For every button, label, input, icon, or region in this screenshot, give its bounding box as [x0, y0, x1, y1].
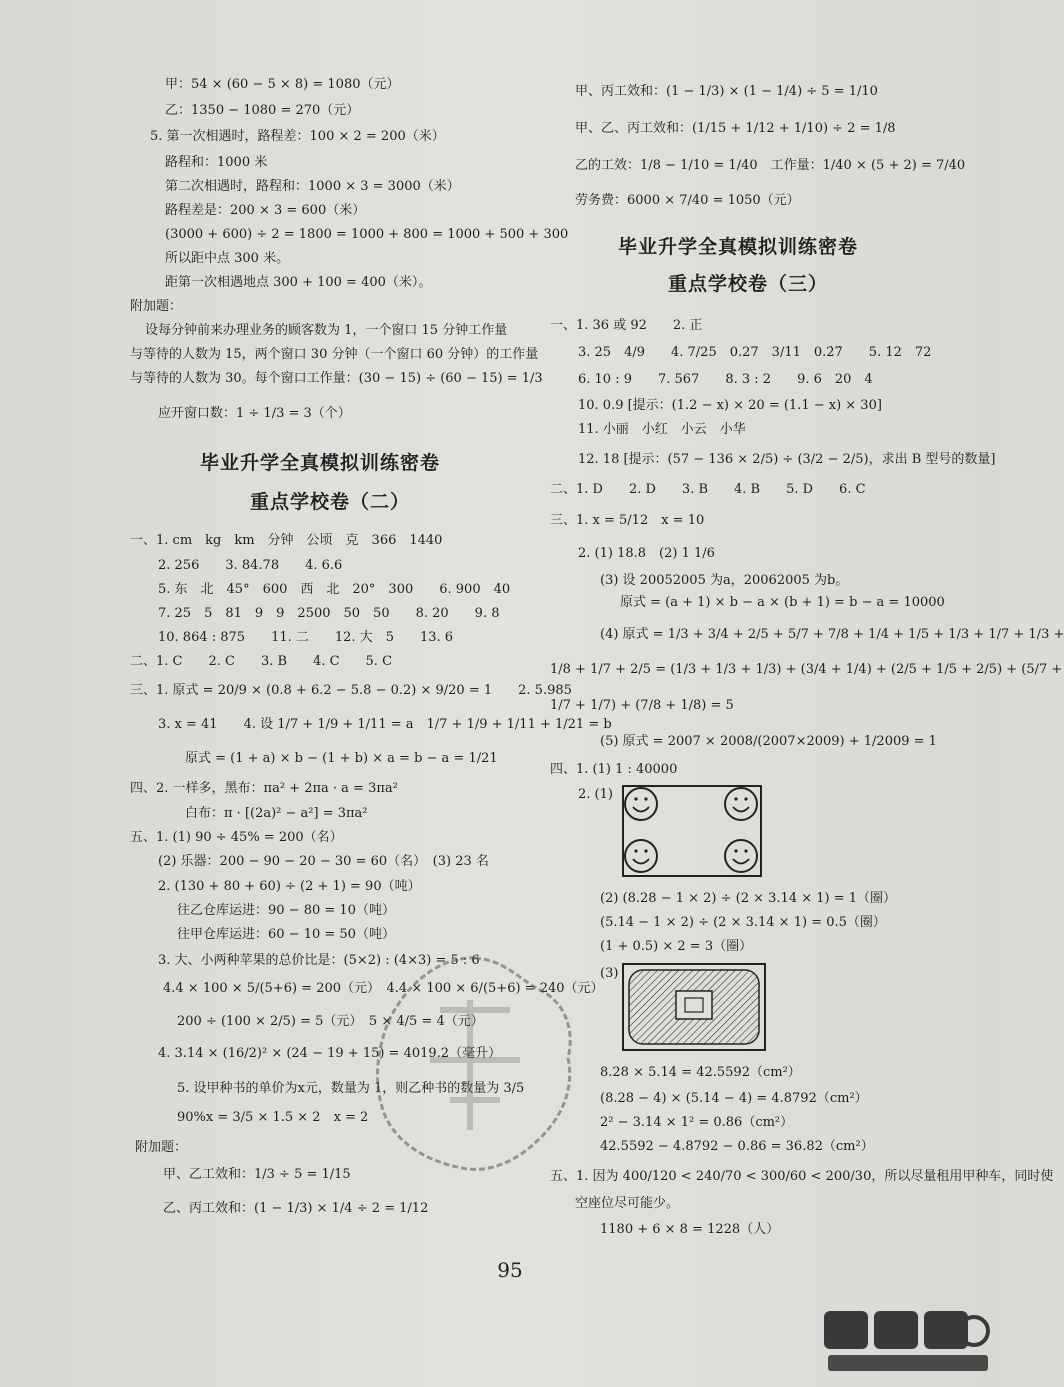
answer-line: 往甲仓库运进：60 − 10 = 50（吨） [177, 927, 395, 942]
section-heading: 毕业升学全真模拟训练密卷 [618, 236, 859, 258]
watermark-stamp [370, 950, 580, 1180]
text-line: (3000 + 600) ÷ 2 = 1800 = 1000 + 800 = 1000 + 500 + 300 [165, 227, 569, 242]
answer-line: 白布：π · [(2a)² − a²] = 3πa² [185, 806, 368, 821]
answer-line: 200 ÷ (100 × 2/5) = 5（元） 5 × 4/5 = 4（元） [177, 1014, 484, 1029]
text-line: 乙的工效：1/8 − 1/10 = 1/40 工作量：1/40 × (5 + 2) = 7/40 [575, 158, 966, 173]
answer-line: 3. 大、小两种苹果的总价比是：(5×2) : (4×3) = 5 : 6 [158, 953, 480, 968]
answer-line: 2. (1) [578, 787, 613, 802]
answer-line: 5. 东 北 45° 600 西 北 20° 300 6. 900 40 [158, 582, 511, 597]
answer-line: 二、1. D 2. D 3. B 4. B 5. D 6. C [550, 482, 866, 497]
answer-line: 4. 3.14 × (16/2)² × (24 − 19 + 15) = 4019.2（毫升） [158, 1046, 502, 1061]
answer-line: 42.5592 − 4.8792 − 0.86 = 36.82（cm²） [600, 1139, 874, 1154]
answer-line: 四、2. 一样多，黑布：πa² + 2πa · a = 3πa² [130, 781, 398, 796]
answer-line: 往乙仓库运进：90 − 80 = 10（吨） [177, 903, 395, 918]
answer-line: 1/8 + 1/7 + 2/5 = (1/3 + 1/3 + 1/3) + (3/4 + 1/4) + (2/5 + 1/5 + 2/5) + (5/7 + [550, 662, 1063, 677]
text-line: 与等待的人数为 15，两个窗口 30 分钟（一个窗口 60 分钟）的工作量 [130, 347, 539, 362]
circles-figure [622, 783, 762, 879]
answer-line: 三、1. 原式 = 20/9 × (0.8 + 6.2 − 5.8 − 0.2) × 9/20 = 1 2. 5.985 [130, 683, 572, 698]
answer-line: (4) 原式 = 1/3 + 3/4 + 2/5 + 5/7 + 7/8 + 1/4 + 1/5 + 1/3 + 1/7 + 1/3 + [600, 627, 1064, 642]
text-line: 设每分钟前来办理业务的顾客数为 1，一个窗口 15 分钟工作量 [145, 323, 508, 338]
text-line: 附加题： [130, 299, 183, 314]
text-line: 与等待的人数为 30。每个窗口工作量：(30 − 15) ÷ (60 − 15) = 1/3 [130, 371, 543, 386]
answer-line: (3) [600, 966, 619, 981]
answer-line: 12. 18 [提示：(57 − 136 × 2/5) ÷ (3/2 − 2/5)，求出 B 型号的数量] [578, 452, 996, 467]
answer-line: 空座位尽可能少。 [575, 1196, 680, 1211]
section-subheading: 重点学校卷（三） [668, 273, 829, 295]
answer-line: 3. x = 41 4. 设 1/7 + 1/9 + 1/11 = a 1/7 + 1/9 + 1/11 + 1/21 = b [158, 717, 612, 732]
answer-line: 一、1. 36 或 92 2. 正 [550, 318, 703, 333]
answer-line: 11. 小丽 小红 小云 小华 [578, 422, 746, 437]
smiley-icon [625, 788, 657, 820]
answer-line: 6. 10 : 9 7. 567 8. 3 : 2 9. 6 20 4 [578, 372, 873, 387]
text-line: 第二次相遇时，路程和：1000 × 3 = 3000（米） [165, 179, 460, 194]
answer-line: (3) 设 20052005 为a，20062005 为b。 [600, 573, 849, 588]
answer-line: 1180 + 6 × 8 = 1228（人） [600, 1222, 780, 1237]
answer-line: 原式 = (1 + a) × b − (1 + b) × a = b − a = 1/21 [185, 751, 498, 766]
hatched-area-figure [622, 963, 766, 1051]
text-line: 甲、丙工效和：(1 − 1/3) × (1 − 1/4) ÷ 5 = 1/10 [575, 84, 878, 99]
answer-line: 2. 256 3. 84.78 4. 6.6 [158, 558, 343, 573]
section-subheading: 重点学校卷（二） [250, 491, 411, 513]
text-line: 所以距中点 300 米。 [165, 251, 290, 266]
answer-line: 一、1. cm kg km 分钟 公顷 克 366 1440 [130, 533, 443, 548]
answer-line: (8.28 − 4) × (5.14 − 4) = 4.8792（cm²） [600, 1091, 868, 1106]
answer-line: 四、1. (1) 1 : 40000 [550, 762, 678, 777]
smiley-icon [725, 788, 757, 820]
text-line: 距第一次相遇地点 300 + 100 = 400（米）。 [165, 275, 432, 290]
answer-line: 五、1. 因为 400/120 < 240/70 < 300/60 < 200/30，所以尽量租用甲种车，同时使 [550, 1169, 1054, 1184]
answer-line: 乙、丙工效和：(1 − 1/3) × 1/4 ÷ 2 = 1/12 [163, 1201, 429, 1216]
answer-line: (5.14 − 1 × 2) ÷ (2 × 3.14 × 1) = 0.5（圈） [600, 915, 886, 930]
answer-line: 1/7 + 1/7) + (7/8 + 1/8) = 5 [550, 698, 734, 713]
text-line: 应开窗口数：1 ÷ 1/3 = 3（个） [158, 406, 351, 421]
answer-line: 2. (130 + 80 + 60) ÷ (2 + 1) = 90（吨） [158, 879, 421, 894]
section-heading: 毕业升学全真模拟训练密卷 [200, 452, 441, 474]
answer-line: 3. 25 4/9 4. 7/25 0.27 3/11 0.2̇7̇ 5. 12 72 [578, 345, 932, 360]
answer-line: (5) 原式 = 2007 × 2008/(2007×2009) + 1/2009 = 1 [600, 734, 937, 749]
answer-line: (2) 乐器：200 − 90 − 20 − 30 = 60（名） (3) 23 名 [158, 854, 489, 869]
smiley-icon [725, 840, 757, 872]
answer-line: 二、1. C 2. C 3. B 4. C 5. C [130, 654, 393, 669]
smiley-icon [625, 840, 657, 872]
text-line: 5. 第一次相遇时，路程差：100 × 2 = 200（米） [150, 129, 445, 144]
answer-line: 5. 设甲种书的单价为x元，数量为 1，则乙种书的数量为 3/5 [177, 1081, 525, 1096]
answer-line: 三、1. x = 5/12 x = 10 [550, 513, 705, 528]
answer-line: 原式 = (a + 1) × b − a × (b + 1) = b − a = 10000 [620, 595, 945, 610]
answer-line: 10. 864 : 875 11. 二 12. 大 5 13. 6 [158, 630, 454, 645]
answer-line: 2. (1) 18.8 (2) 1 1/6 [578, 546, 715, 561]
text-line: 乙：1350 − 1080 = 270（元） [165, 103, 360, 118]
answer-line: 90%x = 3/5 × 1.5 × 2 x = 2 [177, 1110, 369, 1125]
text-line: 路程和：1000 米 [165, 155, 268, 170]
page-number: 95 [497, 1258, 523, 1282]
answer-line: 10. 0.9 [提示：(1.2 − x) × 20 = (1.1 − x) × 30] [578, 398, 882, 413]
answer-line: 4.4 × 100 × 5/(5+6) = 200（元） 4.4 × 100 × 6/(5+6) = 240（元） [163, 981, 604, 996]
answer-line: 2² − 3.14 × 1² = 0.86（cm²） [600, 1115, 794, 1130]
answer-line: 甲、乙工效和：1/3 ÷ 5 = 1/15 [163, 1167, 351, 1182]
answer-line: 附加题： [135, 1140, 188, 1155]
answer-line: (1 + 0.5) × 2 = 3（圈） [600, 939, 753, 954]
site-logo [822, 1307, 992, 1377]
text-line: 甲：54 × (60 − 5 × 8) = 1080（元） [165, 77, 400, 92]
text-line: 劳务费：6000 × 7/40 = 1050（元） [575, 193, 800, 208]
text-line: 路程差是：200 × 3 = 600（米） [165, 203, 366, 218]
answer-line: 五、1. (1) 90 ÷ 45% = 200（名） [130, 830, 343, 845]
answer-line: (2) (8.28 − 1 × 2) ÷ (2 × 3.14 × 1) = 1（圈） [600, 891, 897, 906]
text-line: 甲、乙、丙工效和：(1/15 + 1/12 + 1/10) ÷ 2 = 1/8 [575, 121, 896, 136]
answer-line: 7. 25 5 81 9 9 2500 50 50 8. 20 9. 8 [158, 606, 500, 621]
answer-line: 8.28 × 5.14 = 42.5592（cm²） [600, 1065, 801, 1080]
